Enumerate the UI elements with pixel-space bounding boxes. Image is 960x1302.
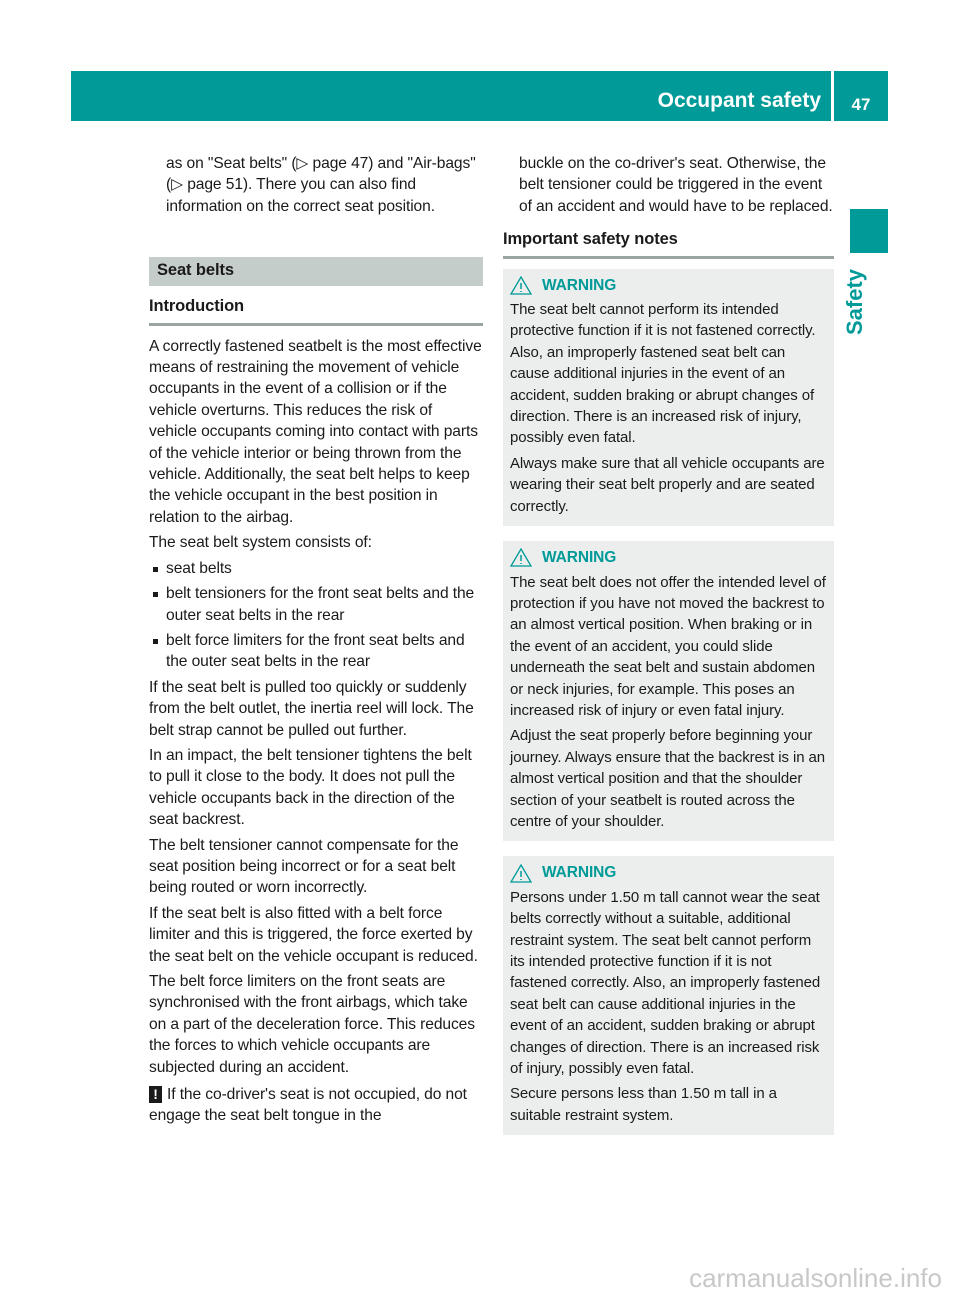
warning-box [503,856,834,1135]
warning-text: The seat belt does not offer the intended level of protection if you have not moved the backrest to an almost vertical position. When braking or in the event of an accident, you could slide underneath the seat belt and sustain abdomen or neck injuries, for example. This poses an increased risk of injury or even fatal injury. [510,573,826,719]
paragraph: If the seat belt is also fitted with a belt force limiter and this is triggered, the force exerted by the seat belt on the vehicle occupant is reduced. [149,904,478,965]
list-item: belt tensioners for the front seat belts and the outer seat belts in the rear [149,583,483,626]
section-band: Seat belts [149,257,483,286]
exclamation-icon: ! [149,1086,162,1103]
paragraph: If the seat belt is pulled too quickly or suddenly from the belt outlet, the inertia reel will lock. The belt strap cannot be pulled out further. [149,678,474,739]
warning-title: WARNING [542,864,617,882]
warning-text: Persons under 1.50 m tall cannot wear the seat belts correctly without a suitable, additional restraint system. The seat belt cannot perform its intended protective function if it is not fastened correctly. Also, an improperly fastened seat belt can cause additional injuries in the event of an accident, sudden braking or abrupt changes of direction. There is an increased risk of injury, possibly even fatal. [510,888,821,1078]
warning-text: The seat belt cannot perform its intended protective function if it is not fastened correctly. Also, an improperly fastened seat belt can cause additional injuries in the event of an accident, sudden braking or abrupt changes of direction. There is an increased risk of injury, possibly even fatal. [510,301,816,447]
paragraph: In an impact, the belt tensioner tightens the belt to pull it close to the body. It does not pull the vehicle occupants back in the direction of the seat backrest. [149,746,472,829]
list-item: seat belts [149,558,483,579]
list-item: belt force limiters for the front seat belts and the outer seat belts in the rear [149,630,483,673]
paragraph: The belt tensioner cannot compensate for the seat position being incorrect or for a seat belt being routed or worn incorrectly. [149,836,459,897]
note [149,1084,483,1127]
left-column [149,153,483,1131]
warning-title: WARNING [542,549,617,567]
heading-safety-notes: Important safety notes [503,229,834,258]
page-number: 47 [834,71,888,121]
warning-box [503,269,834,526]
warning-text: Secure persons less than 1.50 m tall in a suitable restraint system. [510,1085,777,1124]
warning-title: WARNING [542,276,617,294]
warning-triangle-icon [510,864,532,883]
warning-triangle-icon [510,276,532,295]
intro-text: as on "Seat belts" (▷ page 47) and "Air-bags" (▷ page 51). There you can also find information on the correct seat position. [166,155,476,215]
watermark: carmanualsonline.info [689,1263,942,1293]
note-text: If the co-driver's seat is not occupied, do not engage the seat belt tongue in the [149,1086,467,1125]
section-title: Occupant safety [657,89,821,112]
right-column [503,153,834,1150]
header-bar [71,71,831,121]
bullet-list [149,558,483,673]
side-tab-label: Safety [842,268,867,335]
warning-text: Adjust the seat properly before beginning your journey. Always ensure that the backrest is in an almost vertical position and that the shoulder section of your seatbelt is routed across the centre of your shoulder. [510,727,825,830]
paragraph: A correctly fastened seatbelt is the most effective means of restraining the movement of vehicle occupants in the event of a collision or if the vehicle overturns. This reduces the risk of vehicle occupants coming into contact with parts of the vehicle interior or being thrown from the vehicle. Additionally, the seat belt helps to keep the vehicle occupant in the best position in relation to the airbag. [149,337,482,526]
warning-box [503,541,834,841]
heading-introduction: Introduction [149,296,483,325]
warning-text: Always make sure that all vehicle occupants are wearing their seat belt properly and are seated correctly. [510,454,825,515]
paragraph: The seat belt system consists of: [149,534,372,552]
paragraph: The belt force limiters on the front seats are synchronised with the front airbags, which take on a part of the deceleration force. This reduces the forces to which vehicle occupants are subjected during an accident. [149,973,475,1076]
continued-text: buckle on the co-driver's seat. Otherwise, the belt tensioner could be triggered in the event of an accident and would have to be replaced. [519,155,833,215]
side-tab-marker [850,209,888,253]
warning-triangle-icon [510,548,532,567]
